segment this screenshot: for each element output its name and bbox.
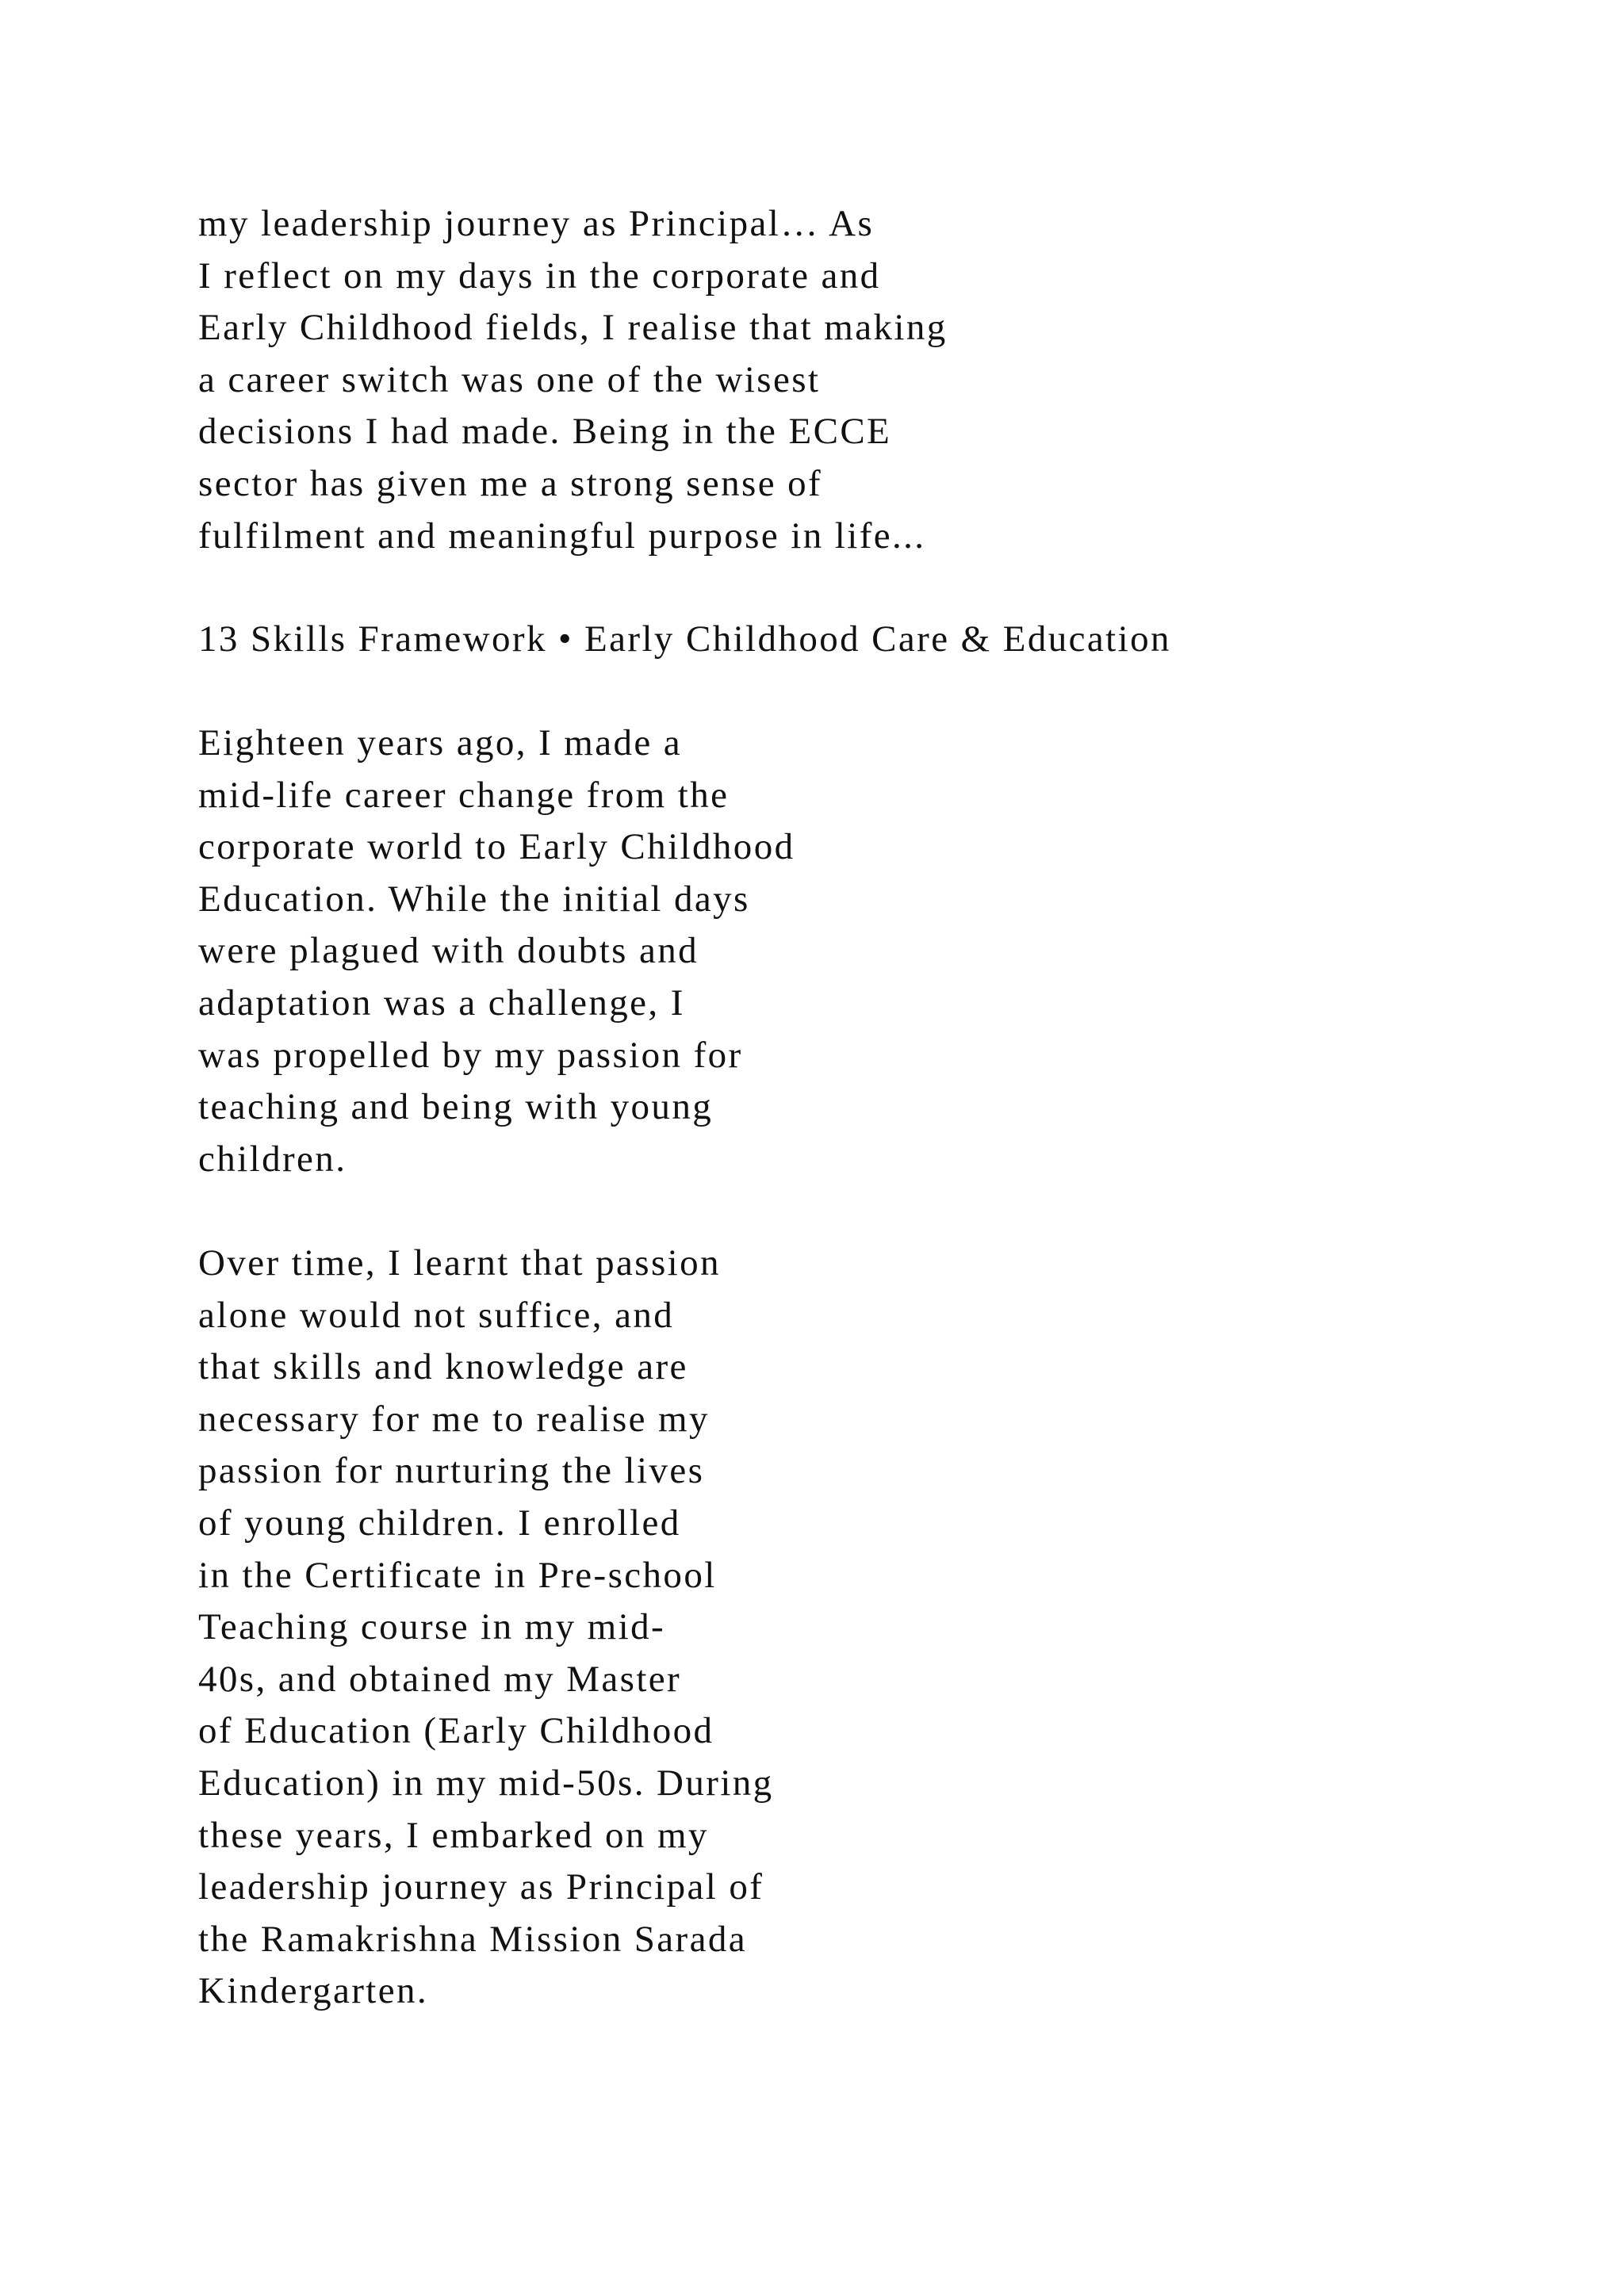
paragraph-line: corporate world to Early Childhood — [198, 826, 795, 868]
quote-line: a career switch was one of the wisest — [198, 358, 821, 400]
paragraph-line: 40s, and obtained my Master — [198, 1658, 682, 1700]
paragraph-line: Eighteen years ago, I made a — [198, 722, 683, 763]
paragraph-line: the Ramakrishna Mission Sarada — [198, 1918, 748, 1960]
quote-line: fulfilment and meaningful purpose in life... — [198, 515, 926, 557]
paragraph-line: in the Certificate in Pre-school — [198, 1554, 717, 1596]
paragraph-line: of young children. I enrolled — [198, 1502, 681, 1544]
paragraph-line: were plagued with doubts and — [198, 930, 699, 972]
paragraph-line: passion for nurturing the lives — [198, 1450, 705, 1492]
paragraph-line: of Education (Early Childhood — [198, 1710, 714, 1752]
pull-quote — [198, 198, 948, 562]
page-footer — [198, 614, 1171, 666]
quote-line: decisions I had made. Being in the ECCE — [198, 411, 892, 453]
quote-line: Early Childhood fields, I realise that making — [198, 307, 948, 349]
quote-line: sector has given me a strong sense of — [198, 462, 823, 504]
quote-line: I reflect on my days in the corporate and — [198, 254, 881, 297]
paragraph-line: alone would not suffice, and — [198, 1294, 675, 1336]
paragraph-line: Education. While the initial days — [198, 878, 750, 920]
paragraph-line: Education) in my mid-50s. During — [198, 1762, 774, 1804]
paragraph-line: Teaching course in my mid- — [198, 1606, 666, 1648]
footer-text: 13 Skills Framework • Early Childhood Care & Education — [198, 618, 1171, 660]
paragraph-line: these years, I embarked on my — [198, 1814, 709, 1856]
quote-line: my leadership journey as Principal… As — [198, 203, 875, 244]
paragraph-line: was propelled by my passion for — [198, 1034, 743, 1076]
body-paragraph-2 — [198, 1238, 774, 2018]
paragraph-line: that skills and knowledge are — [198, 1346, 688, 1388]
paragraph-line: necessary for me to realise my — [198, 1398, 710, 1440]
paragraph-line: Kindergarten. — [198, 1970, 429, 2012]
paragraph-line: teaching and being with young — [198, 1086, 714, 1128]
paragraph-line: adaptation was a challenge, I — [198, 982, 685, 1024]
paragraph-line: Over time, I learnt that passion — [198, 1242, 721, 1284]
body-paragraph-1 — [198, 718, 795, 1185]
paragraph-line: children. — [198, 1138, 347, 1180]
paragraph-line: mid-life career change from the — [198, 774, 730, 816]
paragraph-line: leadership journey as Principal of — [198, 1866, 764, 1908]
